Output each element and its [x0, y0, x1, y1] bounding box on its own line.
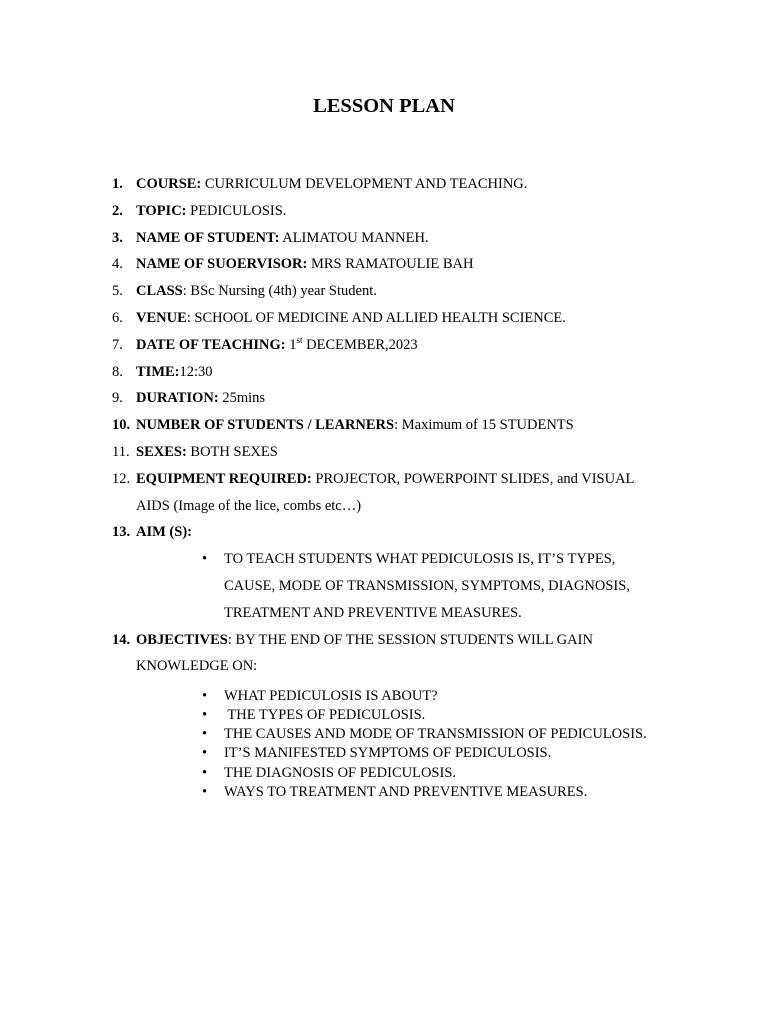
item-label: NAME OF SUOERVISOR: — [136, 256, 308, 273]
item-value: : BSc Nursing (4th) year Student. — [182, 283, 377, 300]
item-class — [112, 278, 712, 305]
item-value: : Maximum of 15 STUDENTS — [394, 417, 574, 434]
item-label: NAME OF STUDENT: — [136, 229, 280, 246]
item-number: 4. — [112, 256, 123, 273]
item-label: TIME: — [136, 363, 180, 380]
item-value: : BY THE END OF THE SESSION STUDENTS WILL GAIN KNOWLEDGE ON: — [136, 631, 593, 675]
objective-bullet: • THE DIAGNOSIS OF PEDICULOSIS. — [202, 764, 712, 783]
objective-bullet: • THE TYPES OF PEDICULOSIS. — [202, 706, 712, 725]
item-label: NUMBER OF STUDENTS / LEARNERS — [136, 417, 395, 434]
item-course — [112, 171, 712, 198]
item-value: 12:30 — [179, 363, 213, 380]
item-value: : SCHOOL OF MEDICINE AND ALLIED HEALTH SCIENCE. — [186, 309, 566, 326]
item-number: 9. — [112, 390, 123, 407]
item-number: 7. — [112, 336, 123, 353]
item-label: TOPIC: — [136, 202, 187, 219]
item-venue — [112, 305, 712, 332]
objective-bullet: • WHAT PEDICULOSIS IS ABOUT? — [202, 687, 712, 706]
objectives-list — [202, 687, 712, 802]
item-student-name — [112, 225, 712, 252]
objective-bullet: • WAYS TO TREATMENT AND PREVENTIVE MEASURES. — [202, 783, 712, 802]
item-number: 11. — [112, 443, 130, 460]
item-value: MRS RAMATOULIE BAH — [307, 256, 474, 273]
item-value: PEDICULOSIS. — [186, 202, 287, 219]
item-label: DATE OF TEACHING: — [136, 336, 286, 353]
item-label: OBJECTIVES — [136, 631, 228, 648]
item-duration — [112, 385, 712, 412]
item-date-of-teaching — [112, 332, 712, 359]
item-objectives — [112, 627, 636, 681]
item-equipment-required — [112, 466, 664, 520]
item-aims — [112, 519, 712, 546]
item-label: AIM (S): — [136, 524, 192, 541]
item-label: VENUE — [136, 309, 187, 326]
item-number: 14. — [112, 631, 131, 648]
item-value: BOTH SEXES — [186, 443, 278, 460]
item-number: 12. — [112, 470, 131, 487]
item-number: 3. — [112, 229, 123, 246]
item-number: 13. — [112, 524, 131, 541]
item-value: 25mins — [218, 390, 266, 407]
item-value: CURRICULUM DEVELOPMENT AND TEACHING. — [201, 176, 528, 192]
item-label: EQUIPMENT REQUIRED: — [136, 470, 312, 487]
page-title: LESSON PLAN — [313, 95, 455, 117]
item-label: DURATION: — [136, 390, 219, 407]
item-number: 10. — [112, 417, 131, 434]
item-topic — [112, 198, 712, 225]
item-value: ALIMATOU MANNEH. — [279, 229, 429, 246]
item-supervisor-name — [112, 251, 712, 278]
item-label: SEXES: — [136, 443, 187, 460]
item-value-ordinal: st — [296, 334, 303, 345]
item-value: PROJECTOR, POWERPOINT SLIDES, and VISUAL AIDS (Image of the lice, combs etc…) — [136, 470, 634, 514]
item-number-of-students — [112, 412, 712, 439]
item-value-day: 1 — [285, 336, 297, 353]
objective-bullet: • THE CAUSES AND MODE OF TRANSMISSION OF PEDICULOSIS. — [202, 725, 712, 744]
aims-list — [202, 546, 642, 626]
objective-bullet: • IT’S MANIFESTED SYMPTOMS OF PEDICULOSIS. — [202, 744, 712, 763]
item-number: 8. — [112, 363, 123, 380]
item-label: COURSE: — [136, 176, 202, 192]
item-label: CLASS — [136, 283, 183, 300]
item-number: 1. — [112, 176, 123, 192]
item-number: 2. — [112, 202, 123, 219]
lesson-plan-list — [112, 171, 712, 802]
aim-bullet: • TO TEACH STUDENTS WHAT PEDICULOSIS IS, IT’S TYPES, CAUSE, MODE OF TRANSMISSION, SYMPTOMS, DIAGNOSIS, TREATMENT AND PREVENTIVE MEASURES. — [202, 546, 642, 626]
item-time — [112, 359, 712, 386]
item-value: DECEMBER,2023 — [302, 336, 418, 353]
item-number: 5. — [112, 283, 123, 300]
item-number: 6. — [112, 309, 123, 326]
item-sexes — [112, 439, 712, 466]
